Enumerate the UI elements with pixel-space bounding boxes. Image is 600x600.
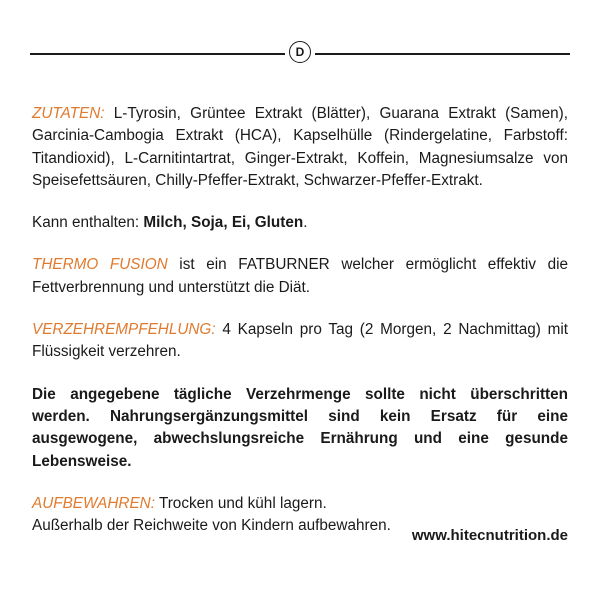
dosage-paragraph xyxy=(32,319,568,364)
language-badge xyxy=(289,41,311,63)
dosage-label: VERZEHREMPFEHLUNG: xyxy=(32,321,216,339)
allergens-paragraph xyxy=(32,212,568,234)
allergens-suffix: . xyxy=(303,214,308,232)
storage-label: AUFBEWAHREN: xyxy=(32,494,155,512)
product-name: THERMO FUSION xyxy=(32,256,168,274)
website-link[interactable]: www.hitecnutrition.de xyxy=(411,527,568,544)
allergens-prefix: Kann enthalten: xyxy=(32,214,144,232)
dosage-text: 4 Kapseln pro Tag (2 Morgen, 2 Nachmittag) mit Flüssigkeit verzehren. xyxy=(32,321,568,361)
warning-paragraph: Die angegebene tägliche Verzehrmenge sollte nicht überschritten werden. Nahrungsergänzungsmittel sind kein Ersatz für eine ausgewogene, abwechslungsreiche Ernährung und eine gesunde Lebensweise. xyxy=(32,385,568,470)
ingredients-paragraph xyxy=(32,103,568,192)
divider-right xyxy=(315,53,570,55)
ingredients-text: L-Tyrosin, Grüntee Extrakt (Blätter), Guarana Extrakt (Samen), Garcinia-Cambogia Extrakt (HCA), Kapselhülle (Rindergelatine, Farbstoff: Titandioxid), L-Carnitintartrat, Ginger-Extrakt, Koffein, Magnesiumsalze von Speisefettsäuren, Chilly-Pfeffer-Extrakt, Schwarzer-Pfeffer-Extrakt. xyxy=(32,105,568,189)
ingredients-label: ZUTATEN: xyxy=(32,105,105,122)
header xyxy=(30,40,570,66)
allergens-items: Milch, Soja, Ei, Gluten xyxy=(143,214,304,232)
product-paragraph xyxy=(32,254,568,299)
product-text: ist ein FATBURNER welcher ermöglicht effektiv die Fettverbrennung und unterstützt die Diät. xyxy=(32,256,568,296)
storage-line2: Außerhalb der Reichweite von Kindern aufbewahren. xyxy=(32,517,391,535)
language-code: D xyxy=(295,45,305,59)
label-content xyxy=(32,103,568,557)
storage-line1: Trocken und kühl lagern. xyxy=(154,494,327,512)
divider-left xyxy=(30,53,285,55)
